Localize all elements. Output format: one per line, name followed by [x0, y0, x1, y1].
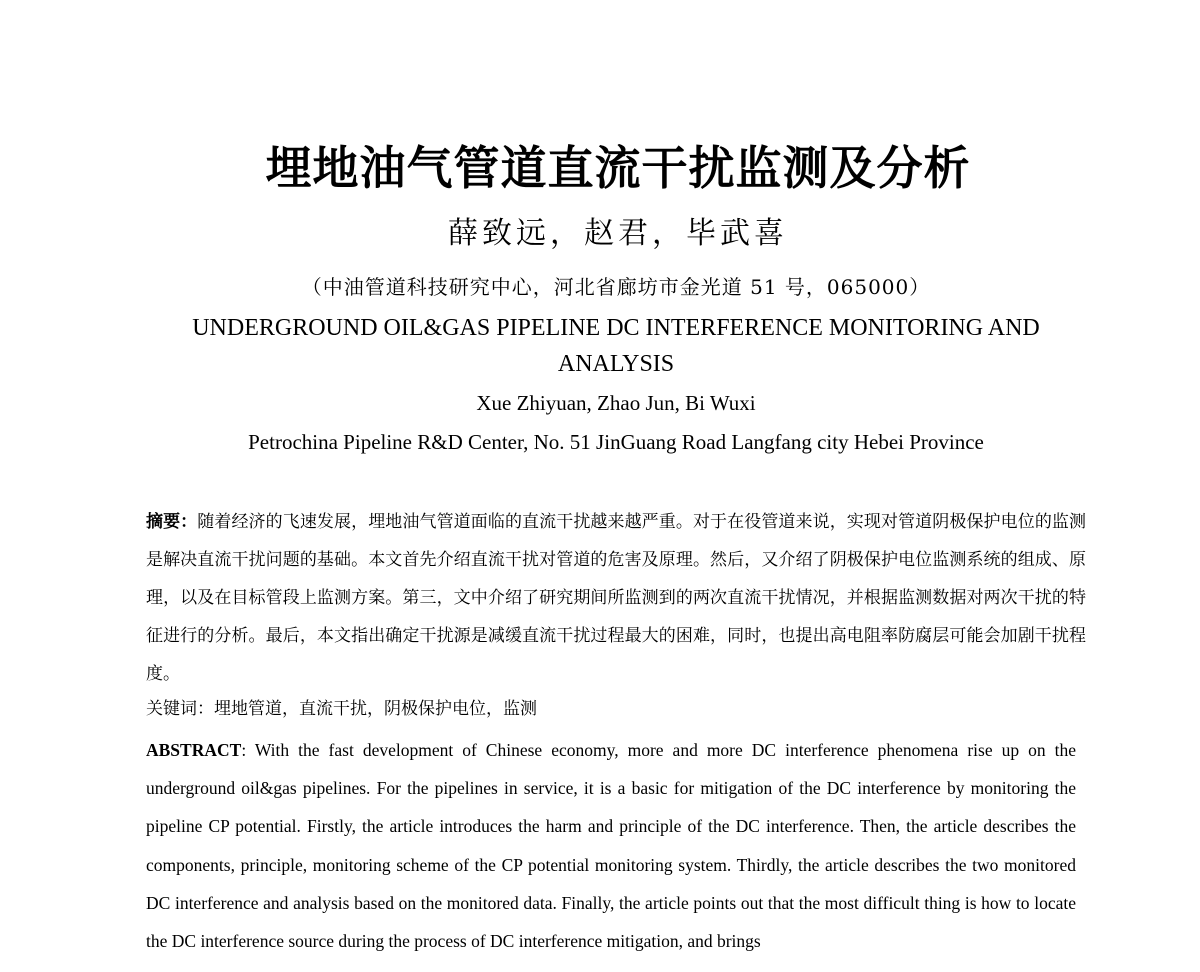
paper-title-en-line1: UNDERGROUND OIL&GAS PIPELINE DC INTERFERENCE MONITORING AND — [192, 315, 1040, 341]
affiliation-cn: （中油管道科技研究中心，河北省廊坊市金光道 51 号，065000） — [301, 275, 931, 299]
abstract-cn-text: 随着经济的飞速发展，埋地油气管道面临的直流干扰越来越严重。对于在役管道来说，实现对管道阴极保护电位的监测是解决直流干扰问题的基础。本文首先介绍直流干扰对管道的危害及原理。然后，又介绍了阴极保护电位监测系统的组成、原理，以及在目标管段上监测方案。第三，文中介绍了研究期间所监测到的两次直流干扰情况，并根据监测数据对两次干扰的特征进行的分析。最后，本文指出确定干扰源是减缓直流干扰过程最大的困难，同时，也提出高电阻率防腐层可能会加剧干扰程度。 — [146, 512, 1087, 684]
abstract-en — [146, 731, 1076, 960]
abstract-en-text: : With the fast development of Chinese economy, more and more DC interference phenomena rise up on the underground oil&gas pipelines. For the pipelines in service, it is a basic for mitigation of the DC interference by monitoring the pipeline CP potential. Firstly, the article introduces the harm and principle of the DC interference. Then, the article describes the components, principle, monitoring scheme of the CP potential monitoring system. Thirdly, the article describes the two monitored DC interference and analysis based on the monitored data. Finally, the article points out that the most difficult thing is how to locate the DC interference source during the process of DC interference mitigation, and brings — [146, 740, 1076, 952]
keywords-cn: 关键词：埋地管道，直流干扰，阴极保护电位，监测 — [146, 699, 537, 719]
abstract-en-label: ABSTRACT — [146, 740, 242, 760]
abstract-cn-label: 摘要： — [146, 512, 198, 532]
paper-title-en-line2: ANALYSIS — [557, 351, 675, 377]
paper-title-en — [16, 310, 1200, 382]
paper-title-cn: 埋地油气管道直流干扰监测及分析 — [265, 141, 971, 195]
abstract-cn — [146, 503, 1086, 693]
authors-en: Xue Zhiyuan, Zhao Jun, Bi Wuxi — [476, 391, 756, 415]
affiliation-en: Petrochina Pipeline R&D Center, No. 51 JinGuang Road Langfang city Hebei Province — [248, 430, 984, 454]
authors-cn: 薛致远，赵君，毕武喜 — [448, 216, 788, 251]
